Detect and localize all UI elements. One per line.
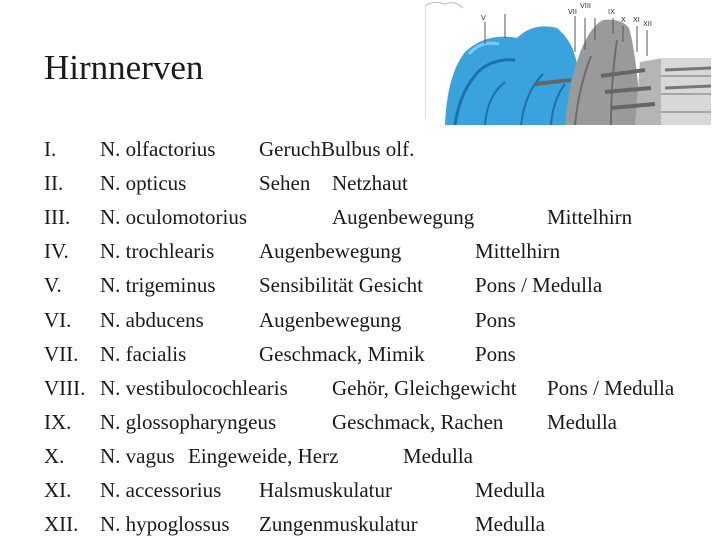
nerve-function: Halsmuskulatur bbox=[259, 478, 392, 502]
nerve-region: Bulbus olf. bbox=[321, 137, 415, 161]
nerve-region: Medulla bbox=[475, 512, 545, 536]
nerve-function: Eingeweide, Herz bbox=[188, 444, 339, 468]
nerve-region: Medulla bbox=[475, 478, 545, 502]
slide-title: Hirnnerven bbox=[44, 48, 204, 87]
nerve-name: N. trigeminus bbox=[100, 273, 216, 297]
nerve-function: Gehör, Gleichgewicht bbox=[332, 376, 517, 400]
nerve-number: IX. bbox=[44, 410, 72, 434]
nerve-name: N. vestibulocochlearis bbox=[100, 376, 288, 400]
nerve-number: V. bbox=[44, 273, 62, 297]
nerve-region: Pons / Medulla bbox=[475, 273, 603, 297]
nerve-number: II. bbox=[44, 171, 64, 195]
illustration-label: V bbox=[481, 14, 486, 22]
illustration-label: VIII bbox=[580, 2, 591, 10]
nerve-number: XI. bbox=[44, 478, 72, 502]
nerve-name: N. abducens bbox=[100, 308, 204, 332]
nerve-function: Zungenmuskulatur bbox=[259, 512, 418, 536]
nerve-function: Augenbewegung bbox=[259, 239, 402, 263]
illustration-label: X bbox=[621, 16, 626, 24]
nerve-function: Augenbewegung bbox=[259, 308, 402, 332]
nerve-region: Medulla bbox=[547, 410, 617, 434]
nerve-region: Pons / Medulla bbox=[547, 376, 675, 400]
nerve-name: N. accessorius bbox=[100, 478, 222, 502]
nerve-number: VII. bbox=[44, 342, 79, 366]
nerve-name: N. oculomotorius bbox=[100, 205, 247, 229]
nerve-name: N. opticus bbox=[100, 171, 187, 195]
nerve-region: Pons bbox=[475, 342, 516, 366]
nerve-name: N. vagus bbox=[100, 444, 175, 468]
nerve-function: Augenbewegung bbox=[332, 205, 475, 229]
nerve-function: Geruch bbox=[259, 137, 321, 161]
nerve-name: N. trochlearis bbox=[100, 239, 215, 263]
nerve-region: Mittelhirn bbox=[547, 205, 633, 229]
brainstem-illustration bbox=[425, 0, 720, 125]
illustration-label: XI bbox=[633, 16, 640, 24]
nerve-number: VI. bbox=[44, 308, 72, 332]
nerve-function: Geschmack, Mimik bbox=[259, 342, 425, 366]
nerve-function: Sensibilität Gesicht bbox=[259, 273, 423, 297]
nerve-name: N. hypoglossus bbox=[100, 512, 230, 536]
nerve-function: Sehen bbox=[259, 171, 311, 195]
illustration-label: XII bbox=[643, 20, 652, 28]
nerve-number: I. bbox=[44, 137, 57, 161]
nerve-number: X. bbox=[44, 444, 65, 468]
illustration-label: VII bbox=[568, 8, 577, 16]
nerve-name: N. facialis bbox=[100, 342, 187, 366]
nerve-region: Pons bbox=[475, 308, 516, 332]
nerve-number: VIII. bbox=[44, 376, 86, 400]
nerve-name: N. glossopharyngeus bbox=[100, 410, 277, 434]
illustration-label: IX bbox=[608, 8, 615, 16]
nerve-region: Mittelhirn bbox=[475, 239, 561, 263]
nerve-name: N. olfactorius bbox=[100, 137, 216, 161]
nerve-number: IV. bbox=[44, 239, 69, 263]
nerve-region: Netzhaut bbox=[332, 171, 408, 195]
nerve-number: III. bbox=[44, 205, 71, 229]
nerve-number: XII. bbox=[44, 512, 79, 536]
nerve-function: Geschmack, Rachen bbox=[332, 410, 504, 434]
nerve-region: Medulla bbox=[403, 444, 473, 468]
